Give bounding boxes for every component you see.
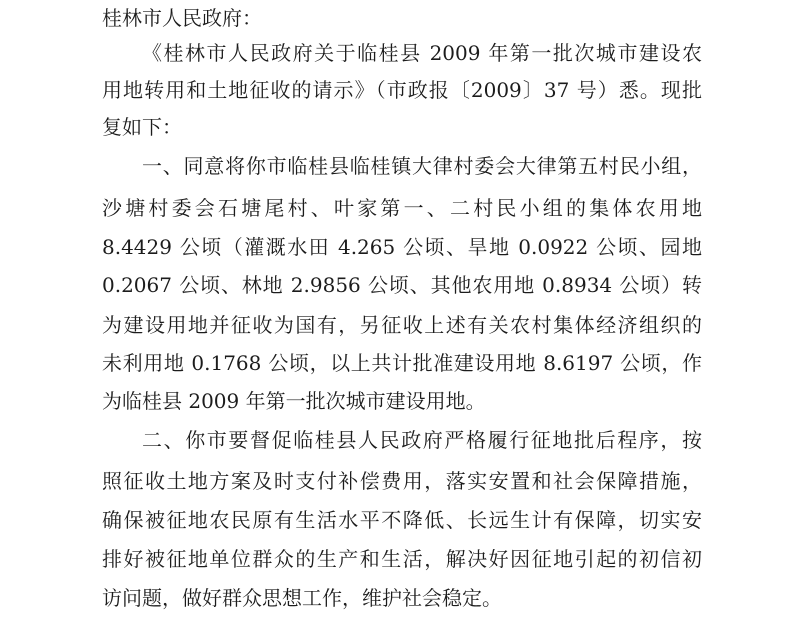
paragraph-line: 一、同意将你市临桂县临桂镇大律村委会大律第五村民小组， xyxy=(142,154,702,178)
paragraph-line: 未利用地 0.1768 公顷，以上共计批准建设用地 8.6197 公顷，作 xyxy=(102,351,702,375)
paragraph-line: 为建设用地并征收为国有，另征收上述有关农村集体经济组织的 xyxy=(102,313,702,337)
paragraph-line: 排好被征地单位群众的生产和生活，解决好因征地引起的初信初 xyxy=(102,547,702,571)
paragraph-line: 沙塘村委会石塘尾村、叶家第一、二村民小组的集体农用地 xyxy=(102,196,702,220)
paragraph-line: 用地转用和土地征收的请示》（市政报〔2009〕37 号）悉。现批 xyxy=(102,78,702,102)
paragraph-line: 二、你市要督促临桂县人民政府严格履行征地批后程序，按 xyxy=(142,428,702,452)
paragraph-line: 0.2067 公顷、林地 2.9856 公顷、其他农用地 0.8934 公顷）转 xyxy=(102,273,702,297)
paragraph-line: 复如下： xyxy=(102,115,182,139)
paragraph-line: 确保被征地农民原有生活水平不降低、长远生计有保障，切实安 xyxy=(102,508,702,532)
paragraph-line: 《桂林市人民政府关于临桂县 2009 年第一批次城市建设农 xyxy=(142,41,702,65)
paragraph-line: 访问题，做好群众思想工作，维护社会稳定。 xyxy=(102,586,502,610)
paragraph-line: 为临桂县 2009 年第一批次城市建设用地。 xyxy=(102,389,486,413)
salutation: 桂林市人民政府： xyxy=(102,6,262,30)
paragraph-line: 8.4429 公顷（灌溉水田 4.265 公顷、旱地 0.0922 公顷、园地 xyxy=(102,235,702,259)
paragraph-line: 照征收土地方案及时支付补偿费用，落实安置和社会保障措施， xyxy=(102,469,702,493)
